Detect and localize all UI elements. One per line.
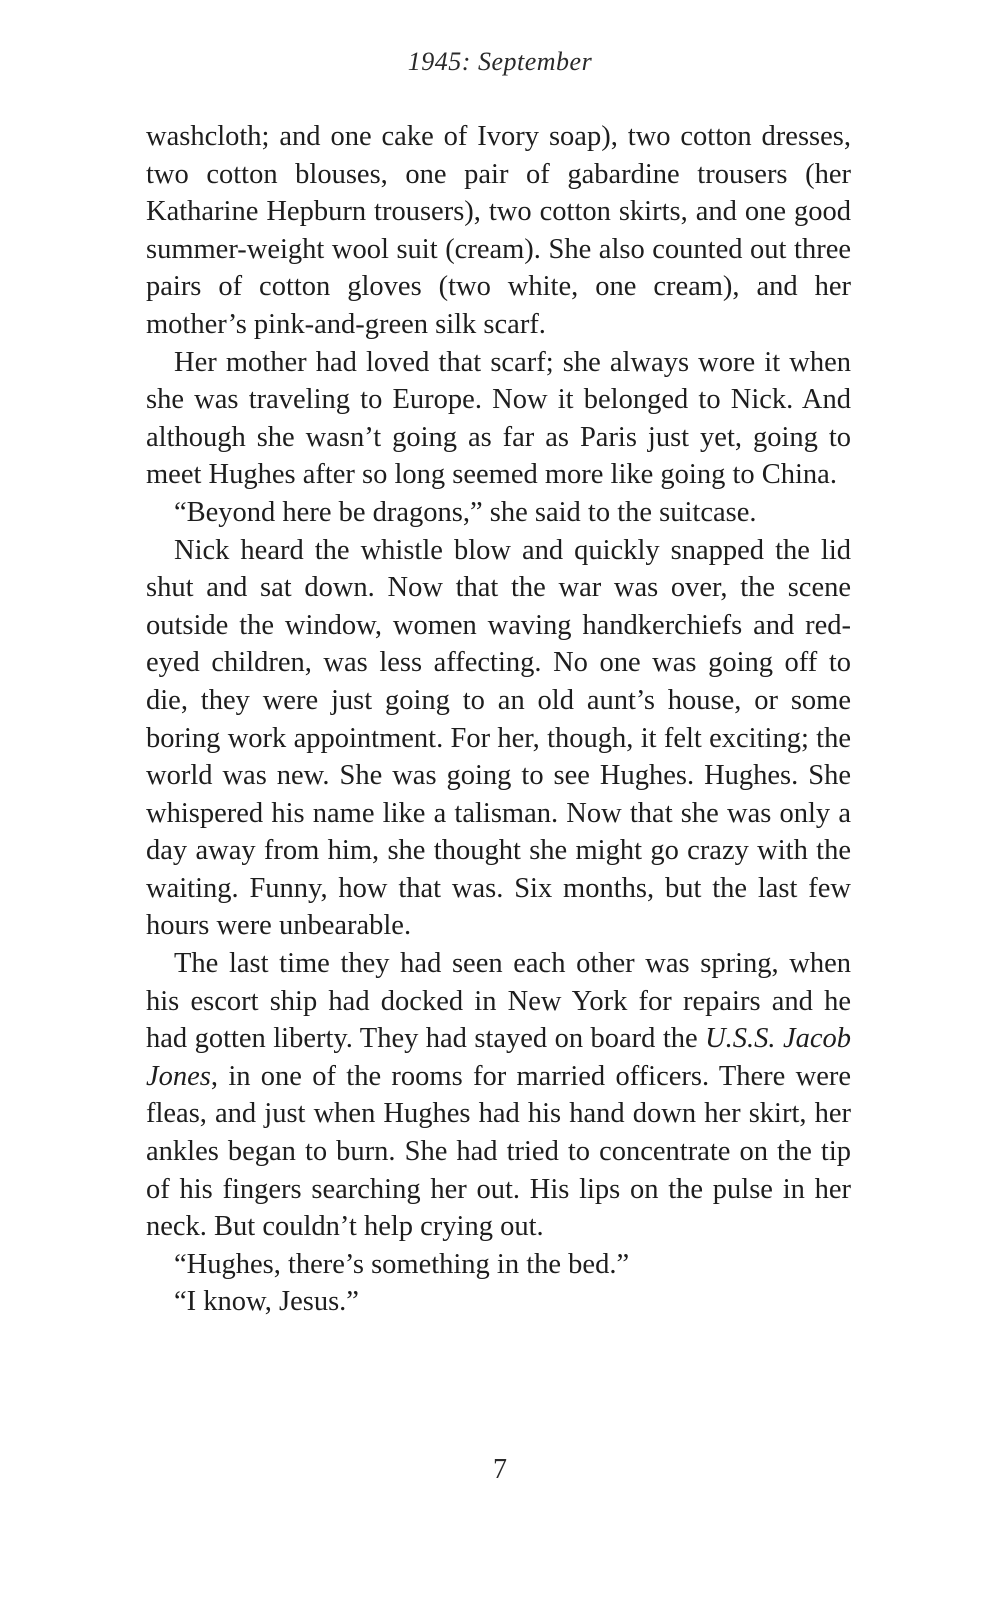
page-number: 7 (493, 1454, 507, 1485)
dialogue-line (146, 1283, 851, 1321)
paragraph-text: washcloth; and one cake of Ivory soap), two cotton dresses, two cotton blouses, one pair of gabardine trousers (her Katharine Hepburn trousers), two cotton skirts, and one good summer-weight wool suit (cream). She also counted out three pairs of cotton gloves (two white, one cream), and her mother’s pink-and-green silk scarf. (146, 121, 851, 340)
dialogue-line (146, 1246, 851, 1284)
paragraph-text: “Beyond here be dragons,” she said to the suitcase. (174, 496, 757, 528)
paragraph (146, 945, 851, 1246)
paragraph-text: Nick heard the whistle blow and quickly snapped the lid shut and sat down. Now that the war was over, the scene outside the window, women waving handkerchiefs and red-eyed children, was less affecting. No one was going off to die, they were just going to an old aunt’s house, or some boring work appointment. For her, though, it felt exciting; the world was new. She was going to see Hughes. Hughes. She whispered his name like a talisman. Now that she was only a day away from him, she thought she might go crazy with the waiting. Funny, how that was. Six months, but the last few hours were unbearable. (146, 534, 851, 942)
paragraph (146, 494, 851, 532)
paragraph-text: Her mother had loved that scarf; she always wore it when she was traveling to Europe. Now it belonged to Nick. And although she wasn’t going as far as Paris just yet, going to meet Hughes after so long seemed more like going to China. (146, 346, 851, 491)
paragraph-text: “I know, Jesus.” (174, 1286, 359, 1318)
paragraph-text: “Hughes, there’s something in the bed.” (174, 1248, 630, 1280)
ship-name-italic: U.S.S. Jacob Jones (146, 1023, 851, 1092)
paragraph-text: The last time they had seen each other was spring, when his escort ship had docked in New York for repairs and he had gotten liberty. They had stayed on board the (146, 948, 851, 1055)
running-head: 1945: September (407, 47, 593, 76)
paragraph (146, 118, 851, 344)
paragraph (146, 344, 851, 494)
body-text (146, 118, 851, 1321)
paragraph (146, 532, 851, 946)
paragraph-text: , in one of the rooms for married officers. There were fleas, and just when Hughes had his hand down her skirt, her ankles began to burn. She had tried to concentrate on the tip of his fingers searching her out. His lips on the pulse in her neck. But couldn’t help crying out. (146, 1060, 851, 1243)
